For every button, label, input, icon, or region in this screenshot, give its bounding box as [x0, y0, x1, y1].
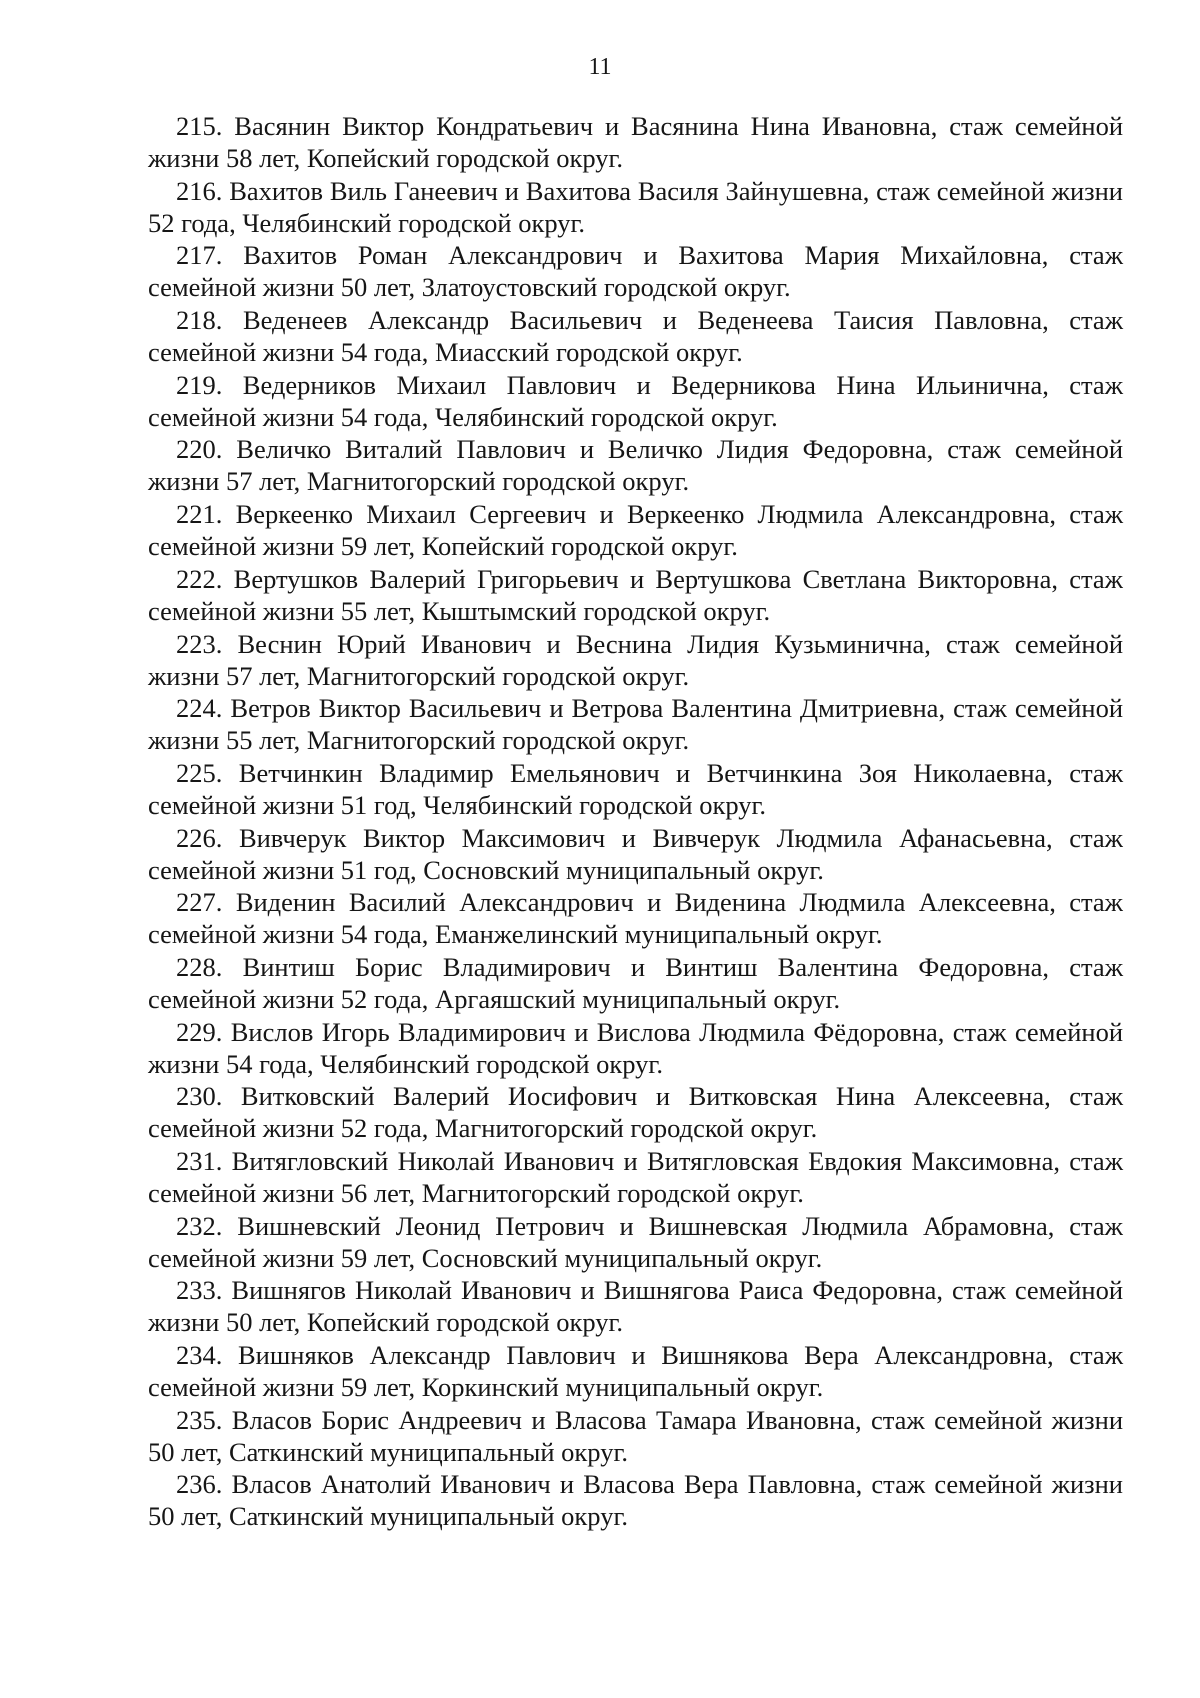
entry-number: 236. — [176, 1469, 223, 1500]
list-item — [148, 1210, 1123, 1274]
list-item — [148, 1080, 1123, 1144]
entry-text: Ветров Виктор Васильевич и Ветрова Валентина Дмитриевна, стаж семейной жизни 55 лет, Магнитогорский городской округ. — [148, 693, 1123, 756]
list-item — [148, 369, 1123, 433]
entry-number: 219. — [176, 369, 223, 400]
entry-text: Вертушков Валерий Григорьевич и Вертушкова Светлана Викторовна, стаж семейной жизни 55 лет, Кыштымский городской округ. — [148, 563, 1123, 626]
entry-number: 216. — [176, 175, 223, 206]
entry-number: 231. — [176, 1146, 223, 1176]
list-item — [148, 175, 1123, 239]
entry-text: Веденеев Александр Васильевич и Веденеева Таисия Павловна, стаж семейной жизни 54 года, Миасский городской округ. — [148, 305, 1124, 368]
list-item — [148, 239, 1123, 303]
entry-text: Вахитов Роман Александрович и Вахитова Мария Михайловна, стаж семейной жизни 50 лет, Златоустовский городской округ. — [148, 240, 1123, 303]
entry-text: Вишняков Александр Павлович и Вишнякова Вера Александровна, стаж семейной жизни 59 лет, Коркинский муниципальный округ. — [148, 1340, 1123, 1403]
entry-number: 223. — [176, 628, 223, 659]
entry-text: Винтиш Борис Владимирович и Винтиш Валентина Федоровна, стаж семейной жизни 52 года, Аргаяшский муниципальный округ. — [148, 951, 1123, 1014]
entry-text: Васянин Виктор Кондратьевич и Васянина Нина Ивановна, стаж семейной жизни 58 лет, Копейский городской округ. — [148, 111, 1123, 173]
entry-number: 220. — [176, 434, 223, 465]
list-item — [148, 563, 1123, 627]
entry-number: 227. — [176, 887, 223, 918]
entry-text: Власов Борис Андреевич и Власова Тамара Ивановна, стаж семейной жизни 50 лет, Саткинский муниципальный округ. — [148, 1404, 1124, 1467]
list-item — [148, 110, 1123, 174]
entry-number: 226. — [176, 822, 223, 853]
entry-number: 234. — [176, 1340, 223, 1371]
entry-text: Вишнягов Николай Иванович и Вишнягова Раиса Федоровна, стаж семейной жизни 50 лет, Копейский городской округ. — [148, 1275, 1123, 1338]
entry-number: 222. — [176, 563, 223, 594]
entry-number: 225. — [176, 757, 223, 788]
entry-text: Ведерников Михаил Павлович и Ведерникова Нина Ильинична, стаж семейной жизни 54 года, Челябинский городской округ. — [148, 369, 1123, 432]
page-number: 11 — [588, 54, 612, 80]
entry-text: Витковский Валерий Иосифович и Витковская Нина Алексеевна, стаж семейной жизни 52 года, Магнитогорский городской округ. — [148, 1081, 1123, 1144]
list-item — [148, 1468, 1123, 1532]
list-item — [148, 1016, 1123, 1080]
entry-number: 233. — [176, 1275, 223, 1306]
list-item — [148, 628, 1123, 692]
entry-number: 228. — [176, 951, 223, 982]
entry-text: Виденин Василий Александрович и Виденина Людмила Алексеевна, стаж семейной жизни 54 года, Еманжелинский муниципальный округ. — [148, 887, 1123, 950]
list-item — [148, 886, 1123, 950]
list-item — [148, 822, 1123, 886]
entry-number: 229. — [176, 1016, 223, 1047]
entry-list — [148, 110, 1123, 1533]
list-item — [148, 1404, 1123, 1468]
entry-number: 230. — [176, 1081, 223, 1112]
entry-number: 232. — [176, 1210, 223, 1241]
entry-number: 221. — [176, 499, 223, 530]
list-item — [148, 1274, 1123, 1338]
entry-text: Вивчерук Виктор Максимович и Вивчерук Людмила Афанасьевна, стаж семейной жизни 51 год, Сосновский муниципальный округ. — [148, 822, 1123, 885]
entry-text: Вислов Игорь Владимирович и Вислова Людмила Фёдоровна, стаж семейной жизни 54 года, Челябинский городской округ. — [148, 1016, 1123, 1079]
entry-text: Веснин Юрий Иванович и Веснина Лидия Кузьминична, стаж семейной жизни 57 лет, Магнитогорский городской округ. — [148, 628, 1123, 691]
list-item — [148, 1145, 1123, 1209]
entry-text: Вишневский Леонид Петрович и Вишневская Людмила Абрамовна, стаж семейной жизни 59 лет, Сосновский муниципальный округ. — [148, 1210, 1123, 1273]
entry-number: 235. — [176, 1404, 223, 1435]
entry-number: 215. — [176, 111, 223, 141]
entry-text: Веркеенко Михаил Сергеевич и Веркеенко Людмила Александровна, стаж семейной жизни 59 лет, Копейский городской округ. — [148, 499, 1124, 562]
entry-number: 218. — [176, 305, 223, 336]
entry-text: Величко Виталий Павлович и Величко Лидия Федоровна, стаж семейной жизни 57 лет, Магнитогорский городской округ. — [148, 434, 1123, 497]
entry-number: 217. — [176, 240, 223, 271]
entry-text: Власов Анатолий Иванович и Власова Вера Павловна, стаж семейной жизни 50 лет, Саткинский муниципальный округ. — [148, 1469, 1123, 1532]
list-item — [148, 951, 1123, 1015]
list-item — [148, 1339, 1123, 1403]
list-item — [148, 757, 1123, 821]
list-item — [148, 498, 1123, 562]
entry-text: Ветчинкин Владимир Емельянович и Ветчинкина Зоя Николаевна, стаж семейной жизни 51 год, Челябинский городской округ. — [148, 757, 1124, 820]
list-item — [148, 433, 1123, 497]
entry-text: Витягловский Николай Иванович и Витягловская Евдокия Максимовна, стаж семейной жизни 56 лет, Магнитогорский городской округ. — [148, 1146, 1124, 1208]
entry-text: Вахитов Виль Ганеевич и Вахитова Василя Зайнушевна, стаж семейной жизни 52 года, Челябинский городской округ. — [148, 175, 1123, 238]
entry-number: 224. — [176, 693, 223, 724]
list-item — [148, 692, 1123, 756]
list-item — [148, 304, 1123, 368]
